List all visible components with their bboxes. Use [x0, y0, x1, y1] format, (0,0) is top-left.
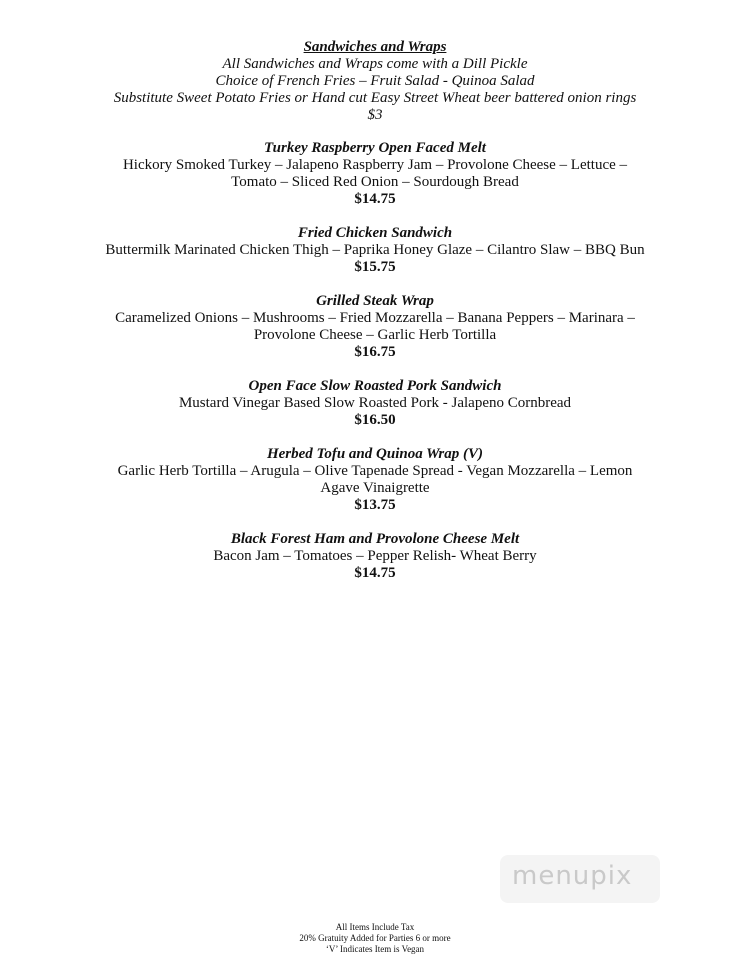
vegan-note: ‘V’ Indicates Item is Vegan [325, 944, 425, 954]
item-name: Herbed Tofu and Quinoa Wrap (V) [266, 446, 483, 462]
item-description: Bacon Jam – Tomatoes – Pepper Relish- Wheat Berry [213, 548, 537, 564]
item-description: Agave Vinaigrette [320, 480, 430, 496]
item-price: $14.75 [354, 191, 396, 207]
gratuity-note: 20% Gratuity Added for Parties 6 or more [299, 933, 451, 943]
item-name: Fried Chicken Sandwich [297, 225, 453, 241]
side-choice-note: Choice of French Fries – Fruit Salad - Quinoa Salad [215, 73, 535, 89]
pickle-note: All Sandwiches and Wraps come with a Dill Pickle [222, 56, 528, 72]
section-header [0, 39, 750, 124]
menu-item [0, 446, 750, 514]
item-price: $13.75 [354, 497, 396, 513]
menu-item [0, 225, 750, 276]
tax-note: All Items Include Tax [335, 922, 415, 932]
item-description: Mustard Vinegar Based Slow Roasted Pork - Jalapeno Cornbread [178, 395, 572, 411]
menu-item [0, 531, 750, 582]
item-price: $16.75 [354, 344, 396, 360]
item-name: Open Face Slow Roasted Pork Sandwich [248, 378, 502, 394]
item-price: $16.50 [354, 412, 396, 428]
item-name: Turkey Raspberry Open Faced Melt [264, 140, 486, 156]
item-description: Caramelized Onions – Mushrooms – Fried Mozzarella – Banana Peppers – Marinara – [115, 310, 635, 326]
item-name: Grilled Steak Wrap [316, 293, 434, 309]
menu-items-list [0, 140, 750, 599]
menu-item [0, 293, 750, 361]
item-description: Garlic Herb Tortilla – Arugula – Olive Tapenade Spread - Vegan Mozzarella – Lemon [117, 463, 633, 479]
item-description: Tomato – Sliced Red Onion – Sourdough Bread [231, 174, 519, 190]
item-price: $15.75 [354, 259, 396, 275]
menupix-watermark [500, 855, 670, 915]
menu-item [0, 378, 750, 429]
item-description: Buttermilk Marinated Chicken Thigh – Paprika Honey Glaze – Cilantro Slaw – BBQ Bun [105, 242, 645, 258]
watermark-logo: menupix [512, 861, 633, 891]
section-title: Sandwiches and Wraps [303, 39, 447, 55]
item-name: Black Forest Ham and Provolone Cheese Melt [230, 531, 520, 547]
item-price: $14.75 [354, 565, 396, 581]
menu-footer [0, 922, 750, 955]
item-description: Hickory Smoked Turkey – Jalapeno Raspberry Jam – Provolone Cheese – Lettuce – [122, 157, 628, 173]
item-description: Provolone Cheese – Garlic Herb Tortilla [253, 327, 497, 343]
substitute-price: $3 [367, 107, 383, 123]
menu-item [0, 140, 750, 208]
substitute-note: Substitute Sweet Potato Fries or Hand cut Easy Street Wheat beer battered onion rings [113, 90, 637, 106]
